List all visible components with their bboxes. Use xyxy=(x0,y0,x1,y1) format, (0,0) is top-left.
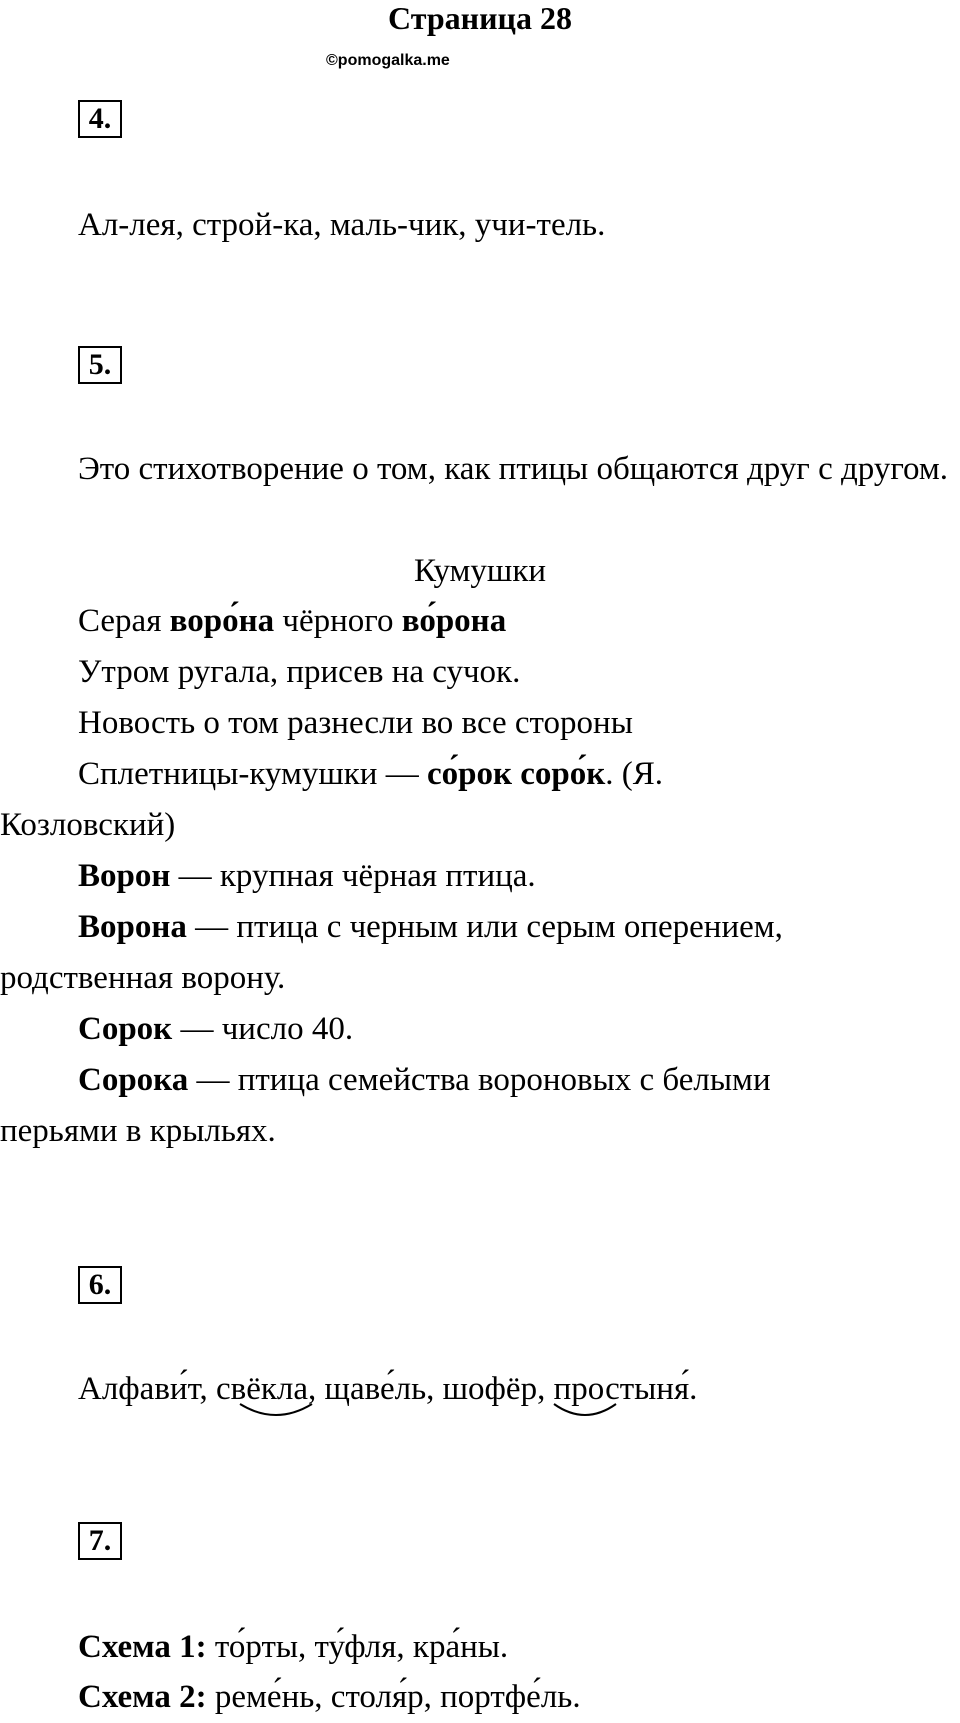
poem-line-1-d: во́рона xyxy=(401,603,507,639)
poem-line-1 xyxy=(78,596,506,647)
page-title: Страница 28 xyxy=(388,0,572,36)
poem-line-1-b: воро́на xyxy=(169,603,275,639)
poem-line-2: Утром ругала, присев на сучок. xyxy=(78,654,521,690)
scheme-2 xyxy=(78,1672,581,1723)
poem-author: Козловский) xyxy=(0,807,176,843)
definition-vorona-term: Ворона xyxy=(78,909,187,945)
task-4-number: 4. xyxy=(78,100,122,138)
definition-soroka xyxy=(78,1055,771,1106)
poem-line-4 xyxy=(78,749,663,800)
poem-line-3: Новость о том разнесли во все стороны xyxy=(78,705,633,741)
definition-voron-term: Ворон xyxy=(78,858,171,894)
task-7-number: 7. xyxy=(78,1522,122,1560)
definition-sorok-term: Сорок xyxy=(78,1011,173,1047)
definition-vorona-text: — птица с черным или серым оперением, xyxy=(186,909,783,945)
scheme-2-label: Схема 2: xyxy=(78,1679,207,1715)
task-5-number: 5. xyxy=(78,346,122,384)
poem-line-4-a: Сплетницы-кумушки — xyxy=(78,756,427,792)
definition-soroka-text: — птица семейства вороновых с белыми xyxy=(188,1062,771,1098)
definition-soroka-cont: перьями в крыльях. xyxy=(0,1113,276,1149)
poem-line-4-c: . (Я. xyxy=(605,756,663,792)
definition-sorok-text: — число 40. xyxy=(172,1011,354,1047)
scheme-1 xyxy=(78,1622,508,1673)
arc-under-svekla xyxy=(236,1398,316,1422)
task-4-text: Ал-лея, строй-ка, маль-чик, учи-тель. xyxy=(78,207,606,243)
task-6-text: Алфави́т, свёкла, щаве́ль, шофёр, простыня́. xyxy=(78,1371,698,1407)
task-5-intro: Это стихотворение о том, как птицы общаются друг с другом. xyxy=(78,451,949,487)
poem-title: Кумушки xyxy=(413,553,547,589)
definition-vorona-cont: родственная ворону. xyxy=(0,960,286,996)
definition-voron-text: — крупная чёрная птица. xyxy=(170,858,536,894)
arc-under-shofer xyxy=(550,1398,620,1422)
scheme-1-label: Схема 1: xyxy=(78,1629,207,1665)
poem-line-1-a: Серая xyxy=(78,603,170,639)
definition-soroka-term: Сорока xyxy=(78,1062,189,1098)
scheme-2-text: реме́нь, столя́р, портфе́ль. xyxy=(206,1679,581,1715)
definition-sorok xyxy=(78,1004,353,1055)
definition-vorona xyxy=(78,902,783,953)
definition-voron xyxy=(78,851,536,902)
poem-line-1-c: чёрного xyxy=(274,603,402,639)
task-6-number: 6. xyxy=(78,1266,122,1304)
poem-line-4-b: со́рок соро́к xyxy=(426,756,606,792)
watermark: ©pomogalka.me xyxy=(326,52,450,69)
scheme-1-text: то́рты, ту́фля, кра́ны. xyxy=(206,1629,509,1665)
